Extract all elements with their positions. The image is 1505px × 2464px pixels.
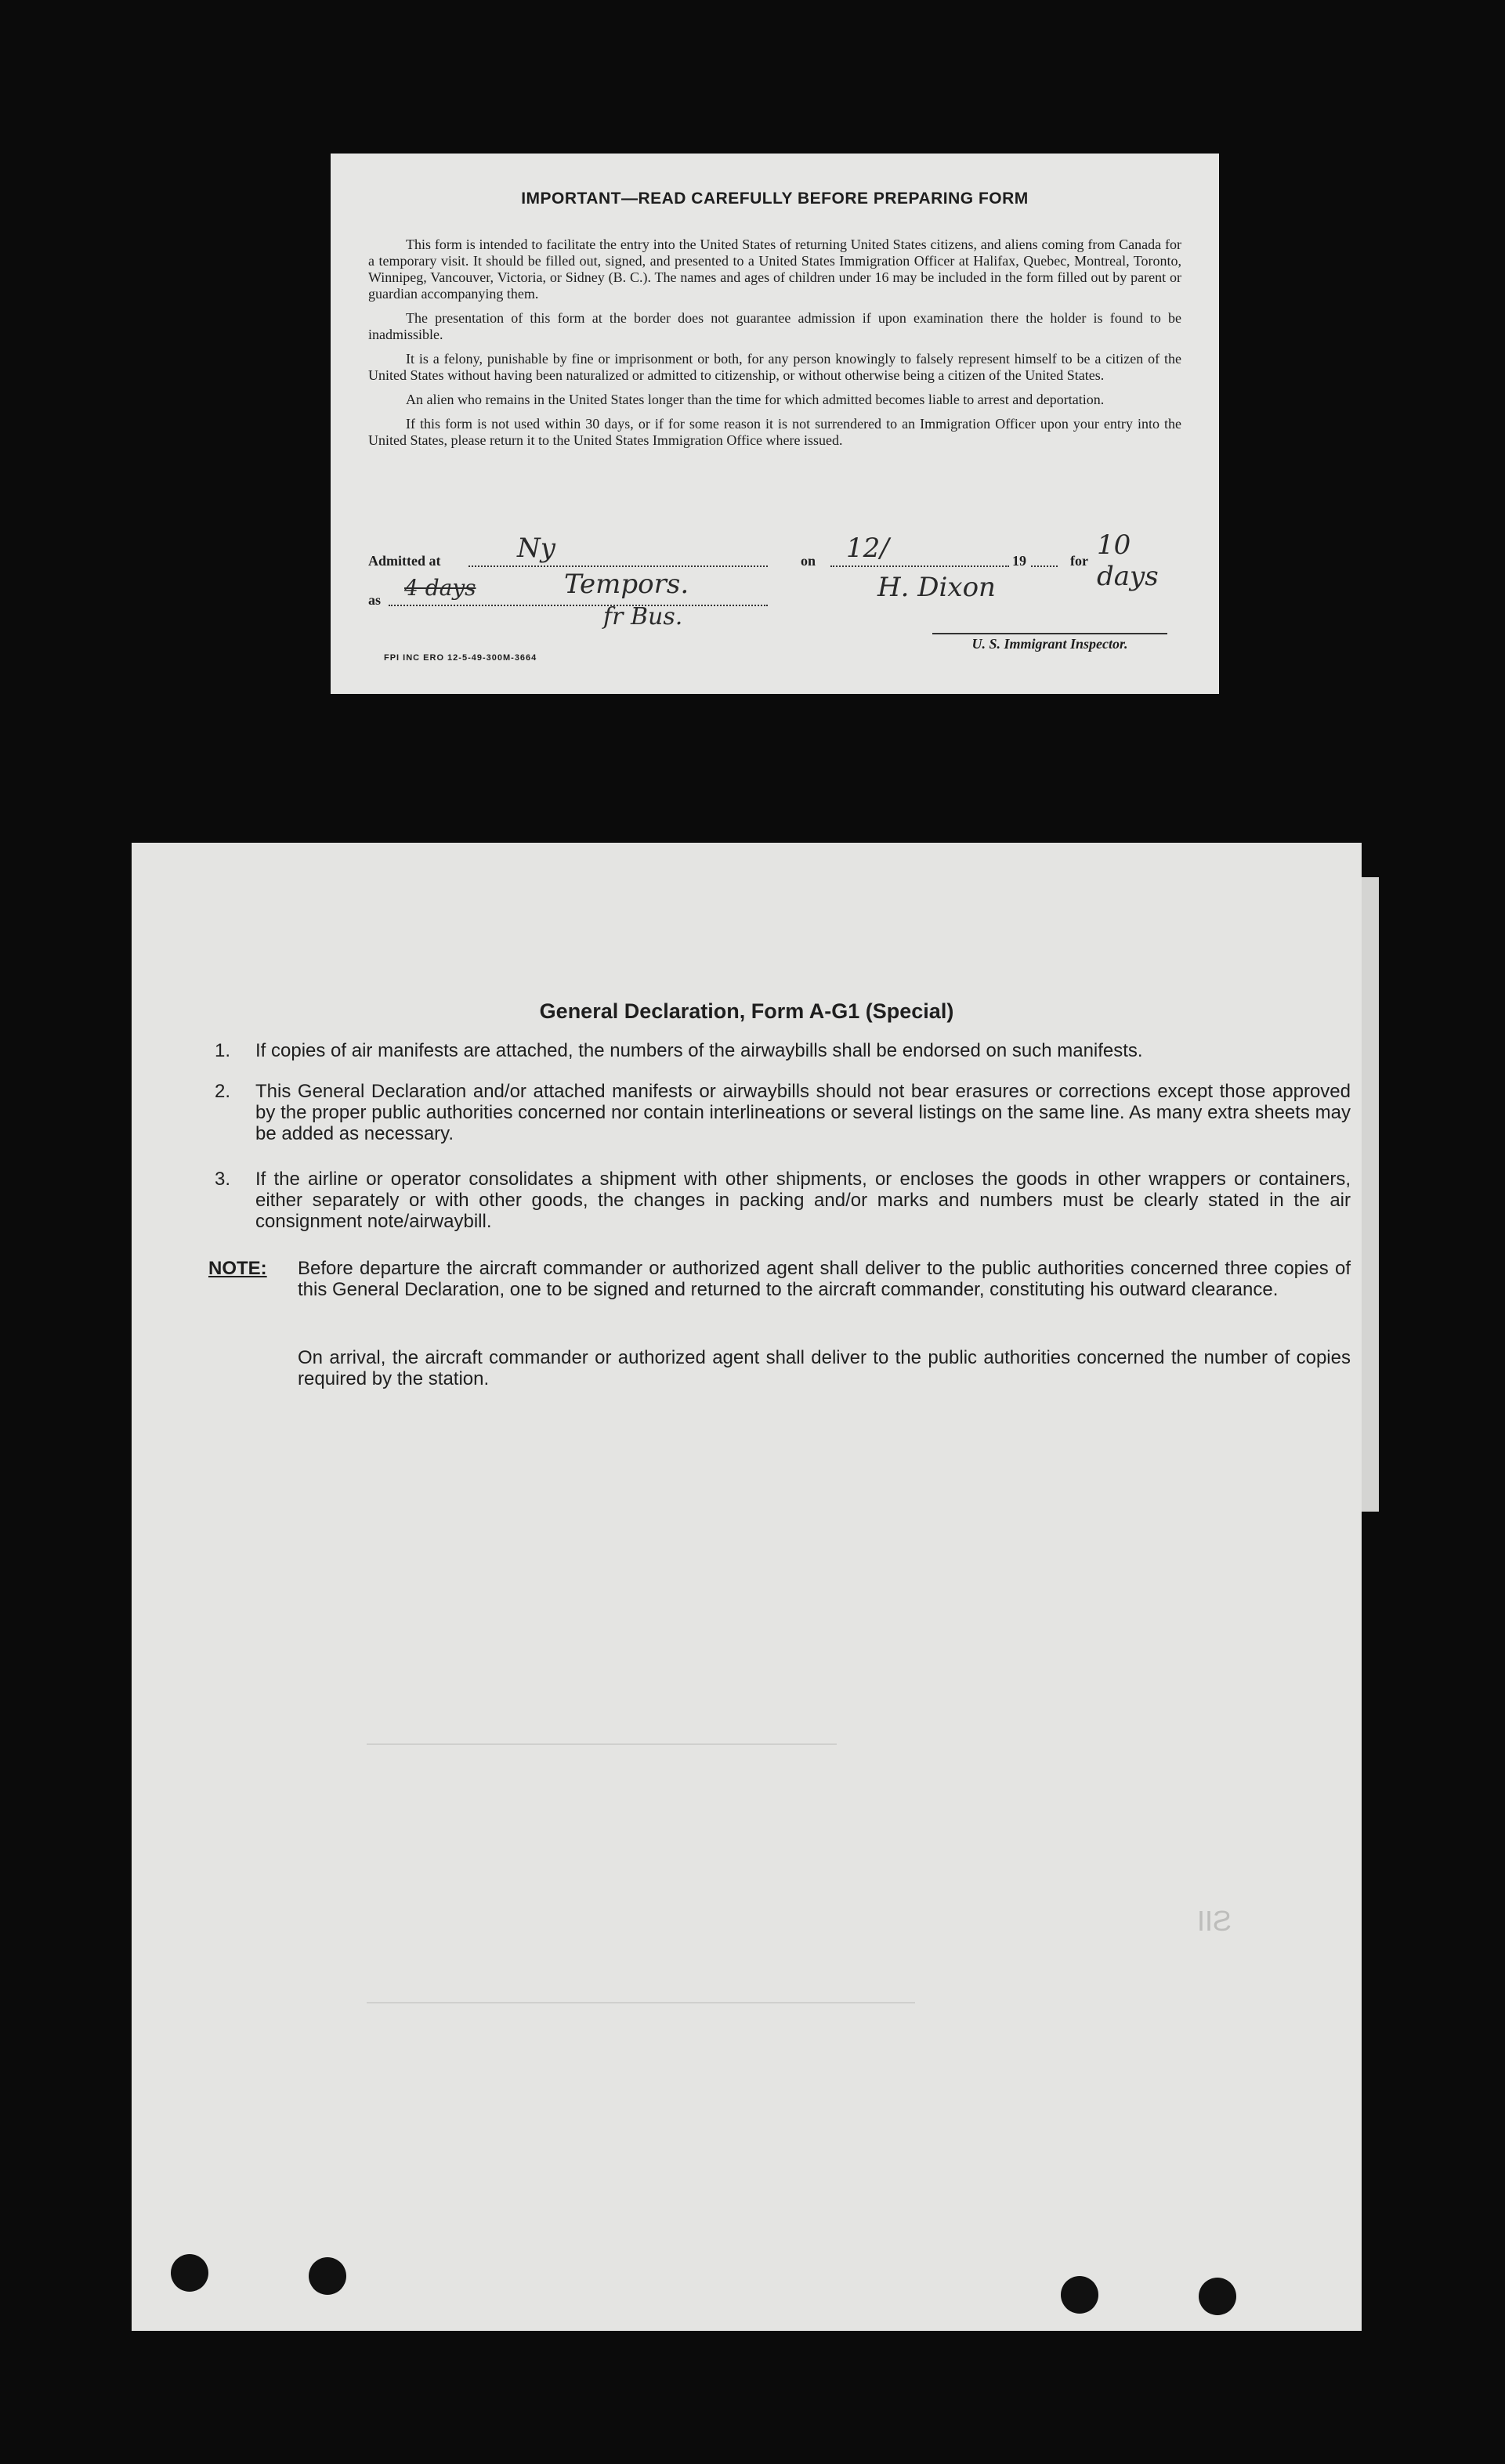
- as-value-2: fr Bus.: [603, 603, 683, 630]
- admitted-at-line: [469, 565, 768, 567]
- page-edge: [1362, 877, 1379, 1512]
- on-value: 12/: [846, 533, 889, 564]
- bleed-through-mark: SII: [1197, 1905, 1232, 1937]
- item-text: If copies of air manifests are attached, the numbers of the airwaybills shall be endorsed on such manifests.: [255, 1040, 1143, 1061]
- declaration-title: General Declaration, Form A-G1 (Special): [539, 999, 954, 1023]
- card-paragraph-4: An alien who remains in the United States longer than the time for which admitted becomes liable to arrest and deportation.: [406, 392, 1105, 407]
- on-label: on: [801, 553, 816, 569]
- admitted-as-row: [368, 569, 1181, 630]
- bleed-through-line: [367, 2002, 915, 2003]
- for-value: 10 days: [1097, 529, 1159, 592]
- punch-hole: [309, 2257, 346, 2295]
- inspector-signature: H. Dixon: [877, 572, 996, 603]
- general-declaration-page: [132, 843, 1362, 2331]
- note-paragraph-1: Before departure the aircraft commander or authorized agent shall deliver to the public authorities concerned three copies of this General Declaration, one to be signed and returned to the aircraft commander, constituting his outward clearance.: [298, 1258, 1351, 1300]
- inspector-label: U. S. Immigrant Inspector.: [932, 633, 1167, 652]
- year-line: [1031, 565, 1058, 567]
- item-number: 1.: [215, 1040, 231, 1061]
- as-label: as: [368, 592, 382, 608]
- immigration-card: [331, 154, 1219, 694]
- note-paragraph-2: On arrival, the aircraft commander or authorized agent shall deliver to the public authorities concerned the number of copies required by the station.: [298, 1347, 1351, 1389]
- on-line: [830, 565, 1009, 567]
- for-label: for: [1070, 553, 1088, 569]
- card-paragraph-1: This form is intended to facilitate the entry into the United States of returning United States citizens, and aliens coming from Canada for a temporary visit. It should be filled out, signed, and presented to a United States Immigration Officer at Halifax, Quebec, Montreal, Toronto, Winnipeg, Vancouver, Victoria, or Sidney (B. C.). The names and ages of children under 16 may be included in the form filled out by parent or guardian accompanying them.: [368, 237, 1181, 302]
- item-text: This General Declaration and/or attached manifests or airwaybills should not bear erasures or corrections except those approved by the proper public authorities concerned nor contain interlineations or several listings on the same line. As many extra sheets may be added as necessary.: [255, 1081, 1351, 1144]
- note-label: NOTE:: [208, 1258, 267, 1279]
- as-struck-value: 4 days: [404, 575, 476, 601]
- declaration-item-3: [215, 1169, 1351, 1232]
- card-paragraph-2: The presentation of this form at the border does not guarantee admission if upon examination there the holder is found to be inadmissible.: [368, 310, 1181, 342]
- item-text: If the airline or operator consolidates a shipment with other shipments, or encloses the goods in other wrappers or containers, either separately or with other goods, the changes in packing and/or marks and numbers must be clearly stated in the air consignment note/airwaybill.: [255, 1169, 1351, 1232]
- punch-hole: [1061, 2276, 1098, 2314]
- item-number: 3.: [215, 1169, 231, 1190]
- declaration-item-2: [215, 1081, 1351, 1144]
- admitted-at-label: Admitted at: [368, 553, 441, 569]
- card-paragraph-3: It is a felony, punishable by fine or imprisonment or both, for any person knowingly to falsely represent himself to be a citizen of the United States without having been naturalized or admitted to citizenship, or without otherwise being a citizen of the United States.: [368, 351, 1181, 383]
- bleed-through-line: [367, 1743, 837, 1745]
- punch-hole: [171, 2254, 208, 2292]
- punch-hole: [1199, 2278, 1236, 2315]
- year-label: 19: [1012, 553, 1026, 569]
- admitted-at-value: Ny: [517, 533, 555, 564]
- as-line: [389, 605, 768, 606]
- card-title: IMPORTANT—READ CAREFULLY BEFORE PREPARING FORM: [521, 190, 1029, 208]
- item-number: 2.: [215, 1081, 231, 1102]
- print-code: FPI INC ERO 12-5-49-300M-3664: [384, 653, 537, 663]
- as-value: Tempors.: [564, 569, 689, 600]
- card-paragraph-5: If this form is not used within 30 days, or if for some reason it is not surrendered to an Immigration Officer upon your entry into the United States, please return it to the United States Immigration Office where issued.: [368, 416, 1181, 448]
- declaration-item-1: [215, 1040, 1351, 1061]
